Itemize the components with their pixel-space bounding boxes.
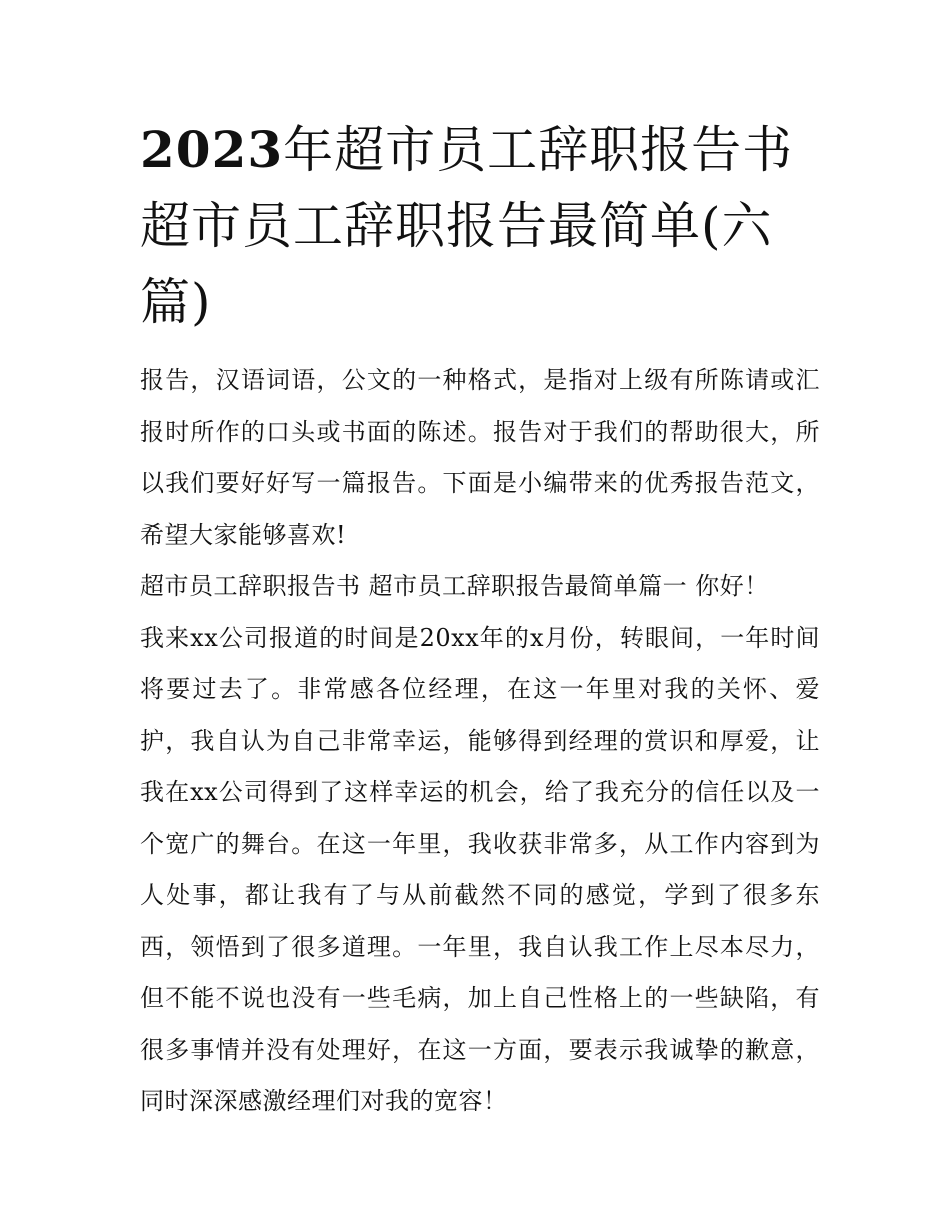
title-year: 2023 bbox=[140, 120, 284, 179]
letter-body-paragraph: 我来xx公司报道的时间是20xx年的x月份，转眼间，一年时间将要过去了。非常感各位经理，在这一年里对我的关怀、爱护，我自认为自己非常幸运，能够得到经理的赏识和厚爱，让我在xx公司得到了这样幸运的机会，给了我充分的信任以及一个宽广的舞台。在这一年里，我收获非常多，从工作内容到为人处事，都让我有了与从前截然不同的感觉，学到了很多东西，领悟到了很多道理。一年里，我自认我工作上尽本尽力，但不能不说也没有一些毛病，加上自己性格上的一些缺陷，有很多事情并没有处理好，在这一方面，要表示我诚挚的歉意，同时深深感激经理们对我的宽容！ bbox=[140, 623, 820, 1115]
intro-paragraph: 报告，汉语词语，公文的一种格式，是指对上级有所陈请或汇报时所作的口头或书面的陈述。报告对于我们的帮助很大，所以我们要好好写一篇报告。下面是小编带来的优秀报告范文，希望大家能够喜欢! bbox=[140, 366, 820, 549]
section-heading-paragraph: 超市员工辞职报告书 超市员工辞职报告最简单篇一 你好！ bbox=[140, 572, 769, 600]
document-title bbox=[140, 112, 820, 340]
title-text: 年超市员工辞职报告书 超市员工辞职报告最简单(六篇) bbox=[140, 121, 794, 331]
document-body bbox=[140, 355, 820, 1128]
